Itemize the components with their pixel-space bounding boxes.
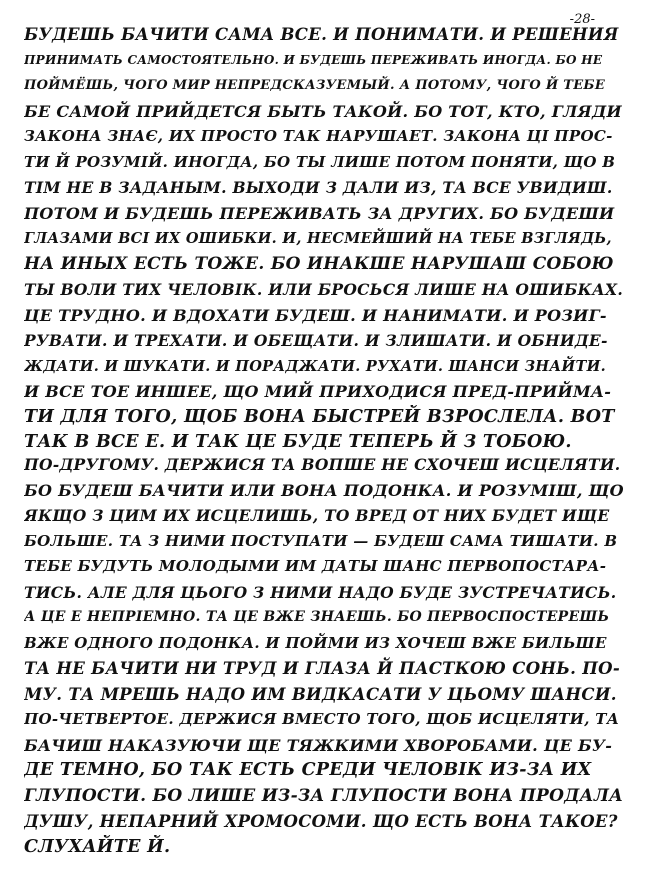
text-line: ПОТОМ И БУДЕШЬ ПЕРЕЖИВАТЬ ЗА ДРУГИХ. БО БУДЕШИ	[24, 203, 615, 223]
text-line: ПОЙМЁШЬ, ЧОГО МИР НЕПРЕДСКАЗУЕМЫЙ. А ПОТОМУ, ЧОГО Й ТЕБЕ	[24, 78, 606, 93]
text-line: ДУШУ, НЕПАРНИЙ ХРОМОСОМИ. ЩО ЕСТЬ ВОНА ТАКОЕ?	[24, 812, 618, 831]
text-line: НА ИНЫХ ЕСТЬ ТОЖЕ. БО ИНАКШЕ НАРУШАШ СОБОЮ	[24, 253, 614, 274]
text-line: ТИСЬ. АЛЕ ДЛЯ ЦЬОГО З НИМИ НАДО БУДЕ ЗУСТРЕЧАТИСЬ.	[24, 582, 617, 602]
text-line: ТЫ ВОЛИ ТИХ ЧЕЛОВIК. ИЛИ БРОСЬСЯ ЛИШЕ НА ОШИБКАХ.	[24, 280, 624, 299]
text-line: ЗАКОНА ЗНАЄ, ИХ ПРОСТО ТАК НАРУШАЕТ. ЗАКОНА ЦI ПРОС-	[24, 127, 613, 145]
page-number: -28-	[569, 12, 595, 27]
text-line: МУ. ТА МРЕШЬ НАДО ИМ ВИДКАСАТИ У ЦЬОМУ ШАНСИ.	[24, 684, 617, 704]
text-line: ТИ Й РОЗУМIЙ. ИНОГДА, БО ТЫ ЛИШЕ ПОТОМ ПОНЯТИ, ЩО В	[24, 152, 616, 171]
text-line: РУВАТИ. И ТРЕХАТИ. И ОБЕЩАТИ. И ЗЛИШАТИ. И ОБНИДЕ-	[24, 331, 608, 350]
text-line: ГЛУПОСТИ. БО ЛИШЕ ИЗ-ЗА ГЛУПОСТИ ВОНА ПРОДАЛА	[24, 785, 624, 806]
text-line: ЦЕ ТРУДНО. И ВДОХАТИ БУДЕШ. И НАНИМАТИ. И РОЗИГ-	[24, 305, 607, 325]
text-line: ТА НЕ БАЧИТИ НИ ТРУД И ГЛАЗА Й ПАСТКОЮ СОНЬ. ПО-	[24, 659, 620, 678]
text-line: ТЕБЕ БУДУТЬ МОЛОДЫМИ ИМ ДАТЫ ШАНС ПЕРВОПОСТАРА-	[24, 557, 607, 575]
text-line: ПО-ЧЕТВЕРТОЕ. ДЕРЖИСЯ ВМЕСТО ТОГО, ЩОБ ИСЦЕЛЯТИ, ТА	[24, 710, 620, 728]
text-line: СЛУХАЙТЕ Й.	[24, 836, 171, 857]
paragraph-1	[24, 22, 624, 456]
text-line: ТИ ДЛЯ ТОГО, ЩОБ ВОНА БЫСТРЕЙ ВЗРОСЛЕЛА. ВОТ	[24, 406, 615, 427]
text-line: ЯКЩО З ЦИМ ИХ ИСЦЕЛИШЬ, ТО ВРЕД ОТ НИХ БУДЕТ ИЩЕ	[24, 506, 610, 525]
text-line: ПРИНИМАТЬ САМОСТОЯТЕЛЬНО. И БУДЕШЬ ПЕРЕЖИВАТЬ ИНОГДА. БО НЕ	[24, 52, 603, 67]
text-line: ПО-ДРУГОМУ. ДЕРЖИСЯ ТА ВОПШЕ НЕ СХОЧЕШ ИСЦЕЛЯТИ.	[24, 455, 621, 474]
text-line: БОЛЬШЕ. ТА З НИМИ ПОСТУПАТИ — БУДЕШ САМА ТИШАТИ. В	[24, 531, 618, 550]
text-line: БАЧИШ НАКАЗУЮЧИ ЩЕ ТЯЖКИМИ ХВОРОБАМИ. ЦЕ БУ-	[24, 735, 613, 755]
text-line: ДЕ ТЕМНО, БО ТАК ЕСТЬ СРЕДИ ЧЕЛОВIК ИЗ-ЗА ИХ	[24, 760, 592, 780]
text-line: ТIМ НЕ В ЗАДАНЫМ. ВЫХОДИ З ДАЛИ ИЗ, ТА ВСЕ УВИДИШ.	[24, 178, 613, 197]
text-line: БЕ САМОЙ ПРИЙДЕТСЯ БЫТЬ ТАКОЙ. БО ТОТ, КТО, ГЛЯДИ	[24, 101, 622, 121]
text-line: ВЖЕ ОДНОГО ПОДОНКА. И ПОЙМИ ИЗ ХОЧЕШ ВЖЕ БИЛЬШЕ	[24, 633, 607, 652]
text-line: БО БУДЕШ БАЧИТИ ИЛИ ВОНА ПОДОНКА. И РОЗУМIШ, ЩО	[24, 480, 624, 500]
text-line: ТАК В ВСЕ Е. И ТАК ЦЕ БУДЕ ТЕПЕРЬ Й З ТОБОЮ.	[24, 432, 572, 452]
paragraph-2	[24, 452, 624, 860]
text-line: БУДЕШЬ БАЧИТИ САМА ВСЕ. И ПОНИМАТИ. И РЕШЕНИЯ	[24, 25, 619, 44]
text-line: А ЦЕ Е НЕПРIЕМНО. ТА ЦЕ ВЖЕ ЗНАЕШЬ. БО ПЕРВОСПОСТЕРЕШЬ	[24, 609, 610, 625]
text-line: И ВСЕ ТОЕ ИНШЕЕ, ЩО МИЙ ПРИХОДИСЯ ПРЕД-ПРИЙМА-	[24, 382, 612, 401]
text-line: ГЛАЗАМИ ВСI ИХ ОШИБКИ. И, НЕСМЕЙШИЙ НА ТЕБЕ ВЗГЛЯДЬ,	[24, 230, 612, 247]
text-line: ЖДАТИ. И ШУКАТИ. И ПОРАДЖАТИ. РУХАТИ. ШАНСИ ЗНАЙТИ.	[24, 357, 606, 375]
